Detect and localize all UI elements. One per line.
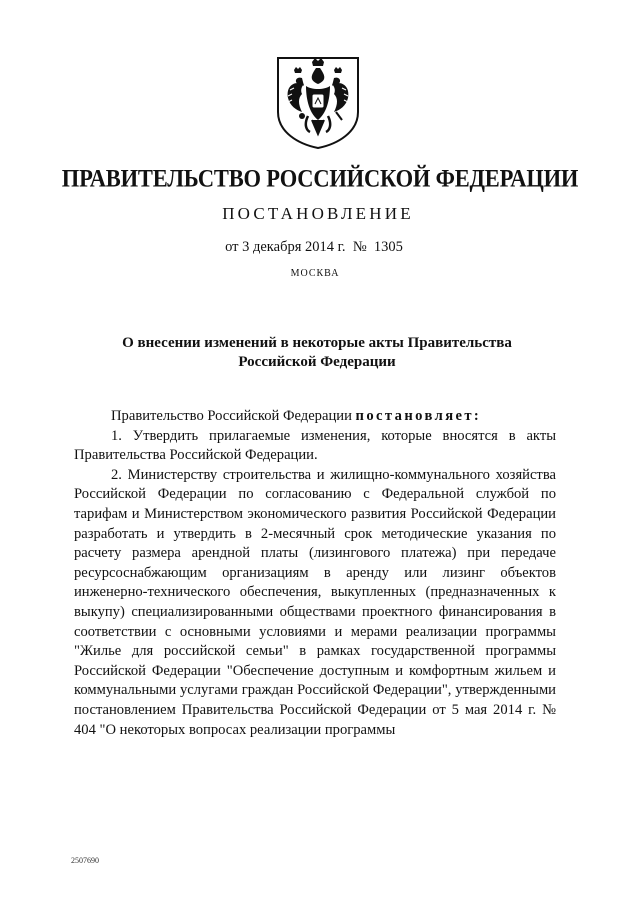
subject-line-1: О внесении изменений в некоторые акты Правительства [122, 335, 512, 351]
document-body [74, 407, 556, 740]
resolves-word: постановляет: [355, 408, 482, 424]
subject-line-2: Российской Федерации [238, 354, 396, 370]
item-1-paragraph: 1. Утвердить прилагаемые изменения, которые вносятся в акты Правительства Российской Федерации. [74, 427, 556, 464]
intro-paragraph [74, 407, 556, 427]
city: МОСКВА [290, 268, 340, 279]
intro-text: Правительство Российской Федерации [111, 408, 356, 424]
government-title: ПРАВИТЕЛЬСТВО РОССИЙСКОЙ ФЕДЕРАЦИИ [61, 164, 579, 192]
document-date-line [0, 239, 628, 256]
document-subject [100, 334, 534, 372]
document-number: 1305 [373, 239, 403, 255]
coat-of-arms-icon [272, 54, 364, 150]
document-type: ПОСТАНОВЛЕНИЕ [222, 204, 414, 223]
document-date: от 3 декабря 2014 г. [225, 239, 346, 255]
document-number-label: № [352, 239, 367, 255]
item-2-paragraph: 2. Министерству строительства и жилищно-коммунального хозяйства Российской Федерации по согласованию с Федеральной службой по тарифам и Министерством экономического развития Российской Федерации разработать и утвердить в 2-месячный срок методические указания по расчету размера арендной платы (лизингового платежа) при передаче ресурсоснабжающим организациям в аренду или лизинг объектов инженерно-технического обеспечения, выкупленных (предназначенных к выкупу) специализированными обществами проектного финансирования в соответствии с основными условиями и мерами реализации программы "Жилье для российской семьи" в рамках государственной программы Российской Федерации "Обеспечение доступным и комфортным жильем и коммунальными услугами граждан Российской Федерации", утвержденными постановлением Правительства Российской Федерации от 5 мая 2014 г. № 404 "О некоторых вопросах реализации программы [74, 466, 556, 738]
footer-document-code: 2507690 [71, 856, 99, 865]
